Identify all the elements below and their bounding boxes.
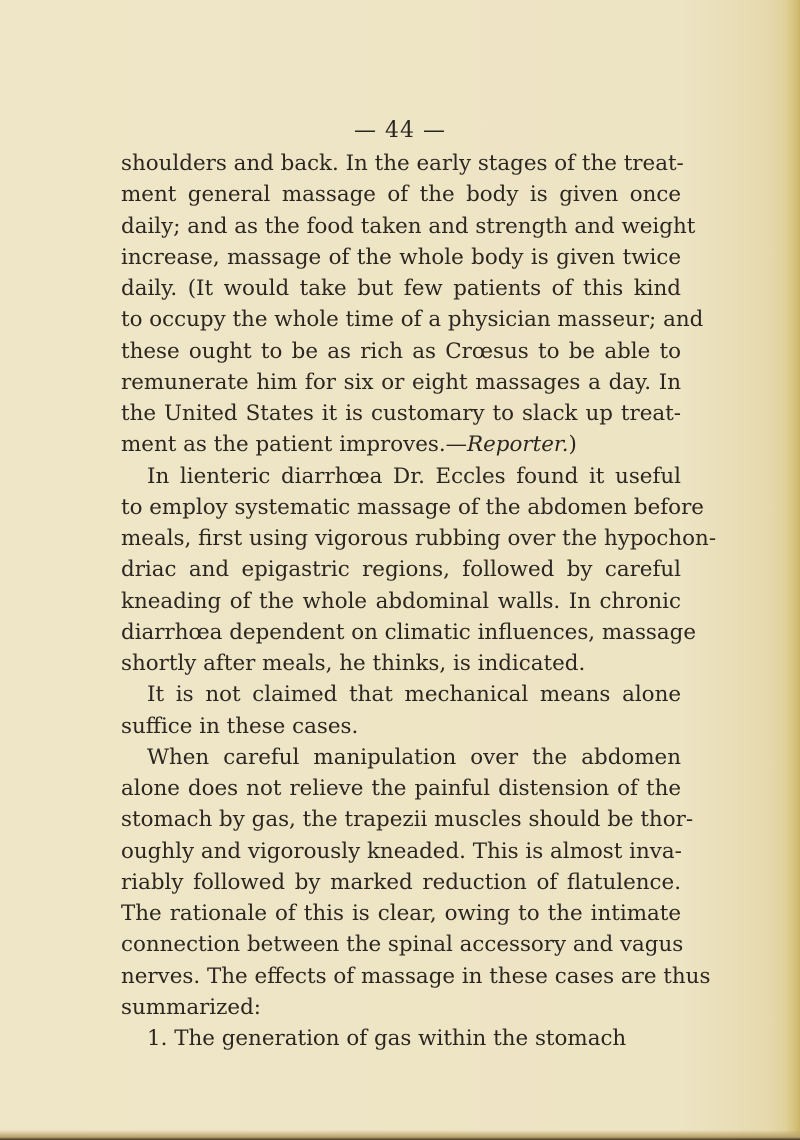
text-line: ment general massage of the body is given once [121, 182, 681, 208]
text-line: kneading of the whole abdominal walls. In chronic [121, 588, 681, 614]
text-line: daily; and as the food taken and strength and weight [121, 213, 696, 239]
text-line: connection between the spinal accessory and vagus [121, 932, 684, 958]
text-line: oughly and vigorously kneaded. This is almost inva- [121, 838, 682, 864]
list-item: 1. The generation of gas within the stomach [147, 1026, 627, 1051]
text-line-citation [121, 429, 681, 460]
paragraph-start: It is not claimed that mechanical means alone [147, 682, 681, 708]
citation-prefix: ment as the patient improves.— [121, 432, 468, 458]
text-line: increase, massage of the whole body is given twice [121, 244, 681, 270]
text-line: riably followed by marked reduction of flatulence. [121, 869, 681, 895]
text-line: remunerate him for six or eight massages a day. In [121, 369, 681, 395]
text-line: daily. (It would take but few patients of this kind [121, 276, 681, 301]
text-line: shoulders and back. In the early stages of the treat- [121, 151, 684, 176]
text-line: stomach by gas, the trapezii muscles should be thor- [121, 807, 694, 833]
page-number: — 44 — [354, 118, 446, 143]
text-line: The rationale of this is clear, owing to the intimate [121, 901, 681, 926]
text-line: nerves. The effects of massage in these cases are thus [121, 963, 711, 989]
citation-source: Reporter. [467, 432, 569, 458]
text-line: to employ systematic massage of the abdomen before [121, 494, 704, 520]
text-line: alone does not relieve the painful distension of the [121, 776, 681, 801]
paragraph-start: In lienteric diarrhœa Dr. Eccles found it useful [147, 463, 681, 489]
text-line: the United States it is customary to slack up treat- [121, 401, 681, 426]
text-line: driac and epigastric regions, followed by careful [121, 557, 681, 583]
text-line: these ought to be as rich as Crœsus to be able to [121, 338, 681, 364]
text-line: meals, first using vigorous rubbing over the hypochon- [121, 526, 717, 551]
text-line: to occupy the whole time of a physician masseur; and [121, 307, 704, 333]
body-text [121, 148, 717, 1054]
citation-suffix: ) [568, 432, 577, 458]
page-bottom-edge [0, 1130, 800, 1140]
text-line: diarrhœa dependent on climatic influences, massage [121, 619, 696, 645]
page-edge-shadow [786, 0, 800, 1140]
text-line: suffice in these cases. [121, 713, 359, 739]
text-line: shortly after meals, he thinks, is indicated. [121, 651, 586, 676]
paragraph-start: When careful manipulation over the abdomen [147, 744, 681, 770]
text-line: summarized: [121, 994, 261, 1020]
